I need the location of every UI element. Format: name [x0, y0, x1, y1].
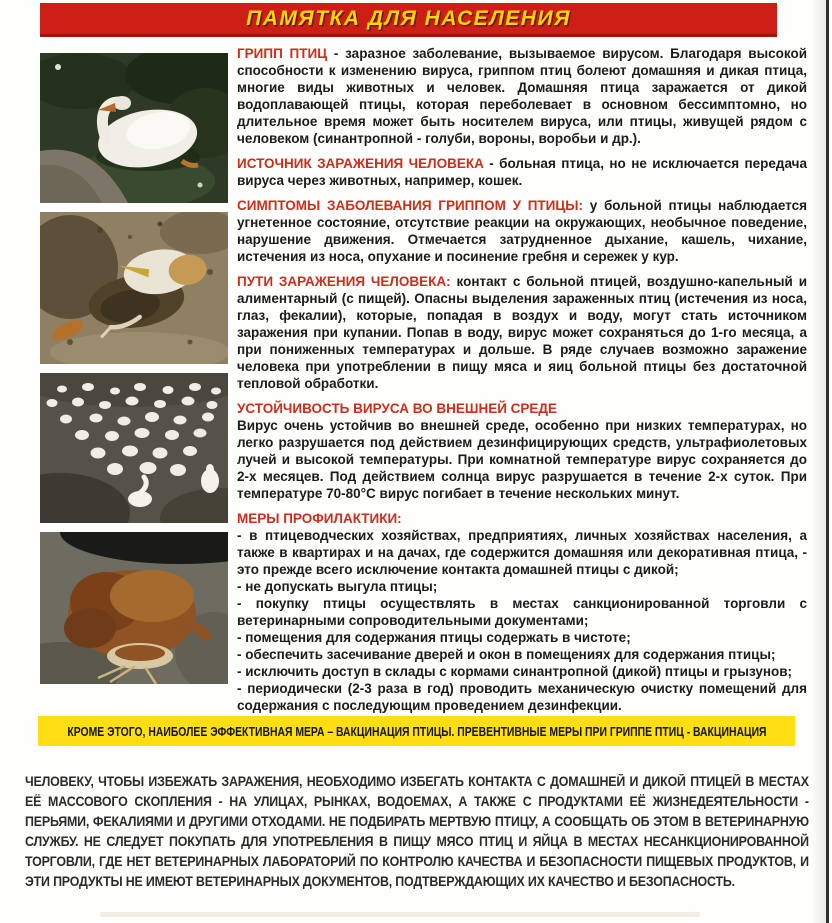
section-symptoms: [237, 197, 807, 265]
flock-photo: [40, 373, 228, 523]
chicken-illustration: [40, 532, 228, 684]
goose-illustration: [40, 53, 228, 203]
chicken-photo: [40, 532, 228, 684]
section-body: Вирус очень устойчив во внешней среде, особенно при низких температурах, но легко разрушается под действием дезинфицирующих средств, ультрафиолетовых лучей и высокой температуры. При комнатной температуре вирус сохраняется до 2-х месяцев. Под действием солнца вирус разрушается в течение 2-х суток. При температуре 70-80°С вирус погибает в течение нескольких минут.: [237, 418, 807, 501]
section-heading: УСТОЙЧИВОСТЬ ВИРУСА ВО ВНЕШНЕЙ СРЕДЕ: [237, 401, 558, 416]
scan-bottom-smudge: [100, 912, 700, 917]
section-heading: МЕРЫ ПРОФИЛАКТИКИ:: [237, 511, 402, 526]
section-heading: ГРИПП ПТИЦ: [237, 46, 328, 61]
section-body: - заразное заболевание, вызываемое вирусом. Благодаря высокой способности к изменению вируса, гриппом птиц болеют домашняя и дикая птица, многие виды животных и человек. Домашняя птица заражается от дикой водоплавающей птицы, которая переболевает в основном бессимптомно, но длительное время может быть носителем вируса, или птицы, живущей рядом с человеком (синантропной - голуби, вороны, воробьи и др.).: [237, 46, 807, 146]
flock-illustration: [40, 373, 228, 523]
section-body: контакт с больной птицей, воздушно-капельный и алиментарный (с пищей). Опасны выделения зараженных птиц (истечения из носа, глаз, фекалии), которые, попадая в воздух и воду, могут стать источником заражения при купании. Попав в воду, вирус может сохраняться до 1-го месяца, а при пониженных температурах и дольше. В ряде случаев возможно заражение человека при употреблении в пищу мяса и яиц больной птицы без достаточной тепловой обработки.: [237, 274, 807, 391]
title-banner: [40, 3, 777, 37]
prevention-item: - в птицеводческих хозяйствах, предприятиях, личных хозяйствах населения, а также в квартирах и на дачах, где содержится домашняя или декоративная птица, - это прежде всего исключение контакта домашней птицы с дикой;: [237, 528, 807, 577]
goose-photo: [40, 53, 228, 203]
section-heading: ИСТОЧНИК ЗАРАЖЕНИЯ ЧЕЛОВЕКА: [237, 156, 484, 171]
section-body: у больной птицы наблюдается угнетенное состояние, отсутствие реакции на окружающих, необычное поведение, нарушение движения. Отмечается затрудненное дыхание, кашель, чихание, истечения из носа, опухание и посинение гребня и сережек у кур.: [237, 198, 807, 264]
photo-column: [40, 53, 228, 693]
vaccination-banner-text: КРОМЕ ЭТОГО, НАИБОЛЕЕ ЭФФЕКТИВНАЯ МЕРА – ВАКЦИНАЦИЯ ПТИЦЫ. ПРЕВЕНТИВНЫЕ МЕРЫ ПРИ ГРИППЕ ПТИЦ - ВАКЦИНАЦИЯ: [66, 723, 767, 739]
prevention-item: - исключить доступ в склады с кормами синантропной (дикой) птицы и грызунов;: [237, 664, 793, 679]
section-infection-source: [237, 155, 807, 189]
scan-edge-strip: [812, 0, 827, 923]
prevention-item: - обеспечить засечивание дверей и окон в помещениях для содержания птицы;: [237, 647, 776, 662]
prevention-item: - периодически (2-3 раза в год) проводить механическую очистку помещений для содержания с последующим проведением дезинфекции.: [237, 681, 807, 713]
prevention-item: - покупку птицы осуществлять в местах санкционированной торговли с ветеринарными сопроводительными документами;: [237, 596, 807, 628]
prevention-item: - не допускать выгула птицы;: [237, 579, 438, 594]
section-prevention: [237, 510, 807, 714]
footer-advice-text: ЧЕЛОВЕКУ, ЧТОБЫ ИЗБЕЖАТЬ ЗАРАЖЕНИЯ, НЕОБХОДИМО ИЗБЕГАТЬ КОНТАКТА С ДОМАШНЕЙ И ДИКОЙ ПТИЦЕЙ В МЕСТАХ ЕЁ МАССОВОГО СКОПЛЕНИЯ - НА УЛИЦАХ, РЫНКАХ, ВОДОЕМАХ, А ТАКЖЕ С ПРОДУКТАМИ ЕЁ ЖИЗНЕДЕЯТЕЛЬНОСТИ - ПЕРЬЯМИ, ФЕКАЛИЯМИ И ДРУГИМИ ОТХОДАМИ. НЕ ПОДБИРАТЬ МЕРТВУЮ ПТИЦУ, А СООБЩАТЬ ОБ ЭТОМ В ВЕТЕРИНАРНУЮ СЛУЖБУ. НЕ СЛЕДУЕТ ПОКУПАТЬ ДЛЯ УПОТРЕБЛЕНИЯ В ПИЩУ МЯСО ПТИЦ И ЯЙЦА В МЕСТАХ НЕСАНКЦИОНИРОВАННОЙ ТОРГОВЛИ, ГДЕ НЕТ ВЕТЕРИНАРНЫХ ЛАБОРАТОРИЙ ПО КОНТРОЛЮ КАЧЕСТВА И БЕЗОПАСНОСТИ ПИЩЕВЫХ ПРОДУКТОВ, И ЭТИ ПРОДУКТЫ НЕ ИМЕЮТ ВЕТЕРИНАРНЫХ ДОКУМЕНТОВ, ПОДТВЕРЖДАЮЩИХ ИХ КАЧЕСТВО И БЕЗОПАСНОСТЬ.: [25, 774, 809, 889]
section-body: - больная птица, но не исключается передача вируса через животных, например, кошек.: [237, 156, 807, 188]
page-title: ПАМЯТКА ДЛЯ НАСЕЛЕНИЯ: [246, 6, 571, 30]
section-virus-stability: [237, 400, 807, 502]
section-infection-routes: [237, 273, 807, 392]
vaccination-banner: [38, 716, 795, 746]
section-bird-flu: [237, 45, 807, 147]
dead-bird-photo: [40, 212, 228, 364]
section-heading: ПУТИ ЗАРАЖЕНИЯ ЧЕЛОВЕКА:: [237, 274, 451, 289]
prevention-item: - помещения для содержания птицы содержать в чистоте;: [237, 630, 631, 645]
section-heading: СИМПТОМЫ ЗАБОЛЕВАНИЯ ГРИППОМ У ПТИЦЫ:: [237, 198, 583, 213]
dead-bird-illustration: [40, 212, 228, 364]
scan-edge-line: [826, 0, 829, 923]
text-column: [237, 45, 807, 722]
